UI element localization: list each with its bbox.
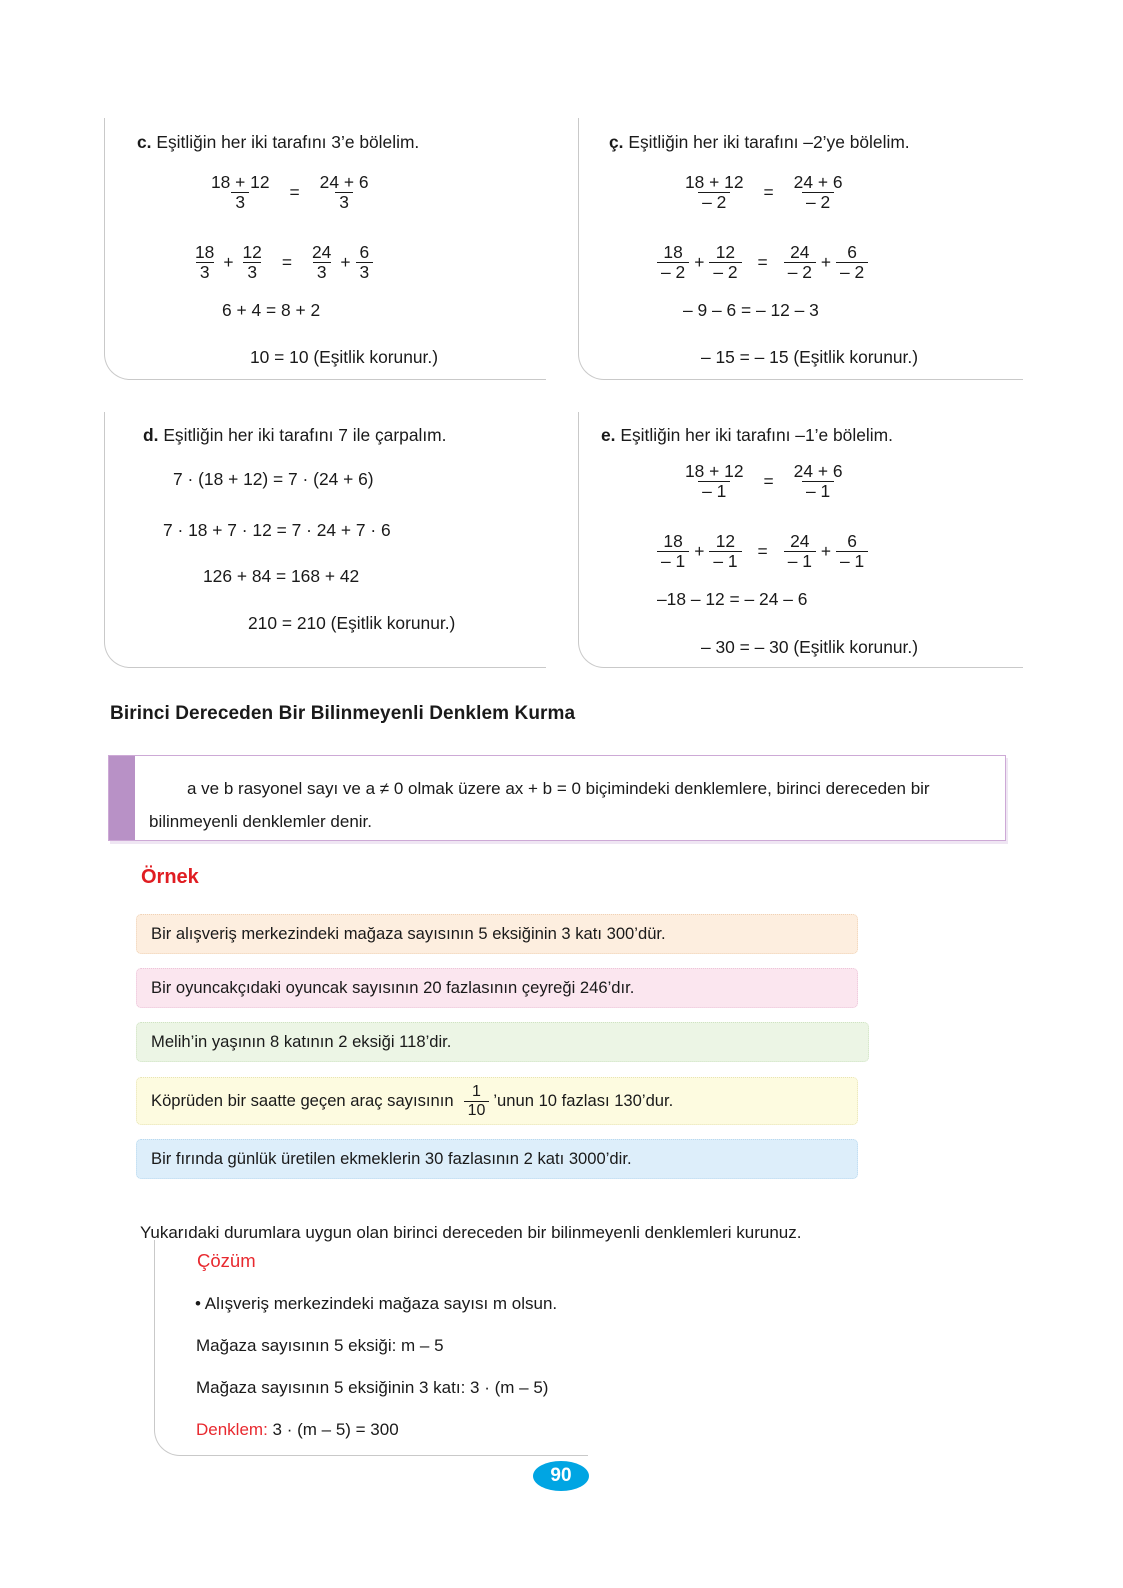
plus-sign: + <box>820 252 832 273</box>
panel-c-title-text: Eşitliğin her iki tarafını 3’e bölelim. <box>156 132 420 152</box>
fraction: $\frac{24}{3}$ <box>312 242 332 283</box>
example-panel-e <box>578 412 1023 668</box>
panel-d-title-text: Eşitliğin her iki tarafını 7 ile çarpalım. <box>163 425 447 445</box>
plus-sign: + <box>340 252 351 273</box>
statement-text: Köprüden bir saatte geçen araç sayısının <box>151 1091 454 1110</box>
fraction: $\frac{6}{- 1}$ <box>836 532 868 572</box>
solution-line-1: • Alışveriş merkezindeki mağaza sayısı m olsun. <box>195 1294 558 1313</box>
panel-c-cedilla-line-4: – 15 = – 15 (Eşitlik korunur.) <box>701 347 919 367</box>
equals-sign: = <box>289 182 300 203</box>
panel-c-label: c. <box>137 132 152 152</box>
panel-c-cedilla-line-1 <box>679 173 849 213</box>
page-number-badge: 90 <box>533 1461 589 1491</box>
solution-equation-label: Denklem: <box>196 1420 268 1439</box>
statement-box-2 <box>136 968 858 1008</box>
fraction: $\frac{18}{- 2}$ <box>657 243 689 283</box>
fraction: $\frac{18}{3}$ <box>195 242 215 283</box>
statement-box-1 <box>136 914 858 954</box>
plus-sign: + <box>820 541 832 562</box>
fraction: $\frac{18 + 12}{- 1}$ <box>685 461 744 502</box>
panel-c-line-1 <box>205 173 375 213</box>
solution-line-3: Mağaza sayısının 5 eksiğinin 3 katı: 3 · (m – 5) <box>196 1378 549 1397</box>
panel-d-line-2: 7 · 18 + 7 · 12 = 7 · 24 + 7 · 6 <box>163 520 391 540</box>
panel-c-cedilla-title <box>609 132 910 154</box>
fraction: $\frac{24 + 6}{3}$ <box>319 172 369 213</box>
panel-c-cedilla-line-3: – 9 – 6 = – 12 – 3 <box>683 300 819 320</box>
plus-sign: + <box>223 252 234 273</box>
fraction: $\frac{12}{- 2}$ <box>709 243 741 283</box>
fraction: $\frac{18 + 12}{- 2}$ <box>685 172 744 213</box>
definition-accent-bar <box>109 756 135 840</box>
statement-box-4 <box>136 1077 858 1125</box>
fraction: $\frac{6}{- 2}$ <box>836 243 868 283</box>
panel-e-title <box>601 425 893 447</box>
fraction: $\frac{12}{3}$ <box>242 242 262 283</box>
panel-c-line-3: 6 + 4 = 8 + 2 <box>222 300 321 320</box>
example-panel-c-cedilla <box>578 118 1023 380</box>
definition-text: a ve b rasyonel sayı ve a ≠ 0 olmak üzere ax + b = 0 biçimindeki denklemlere, birinci dereceden bir bilinmeyenli denklemler denir. <box>149 779 930 832</box>
statement-box-5 <box>136 1139 858 1179</box>
equals-sign: = <box>757 541 768 562</box>
panel-e-line-4: – 30 = – 30 (Eşitlik korunur.) <box>701 637 919 657</box>
panel-d-line-3: 126 + 84 = 168 + 42 <box>203 566 360 586</box>
plus-sign: + <box>694 252 705 273</box>
fraction: $\frac{18 + 12}{3}$ <box>211 172 270 213</box>
fraction: $\frac{18}{- 1}$ <box>657 532 689 572</box>
panel-d-title <box>143 425 447 447</box>
fraction: $\frac{12}{- 1}$ <box>709 532 741 572</box>
panel-d-label: d. <box>143 425 159 445</box>
panel-e-line-2 <box>655 532 870 572</box>
solution-title: Çözüm <box>197 1250 256 1271</box>
section-heading: Birinci Dereceden Bir Bilinmeyenli Denklem Kurma <box>110 703 576 724</box>
statement-box-3 <box>136 1022 869 1062</box>
statement-text-after: ’unun 10 fazlası 130’dur. <box>493 1091 674 1110</box>
panel-e-line-3: –18 – 12 = – 24 – 6 <box>657 589 808 609</box>
solution-equation-value: 3 · (m – 5) = 300 <box>267 1420 399 1439</box>
statement-text: Bir alışveriş merkezindeki mağaza sayısının 5 eksiğinin 3 katı 300’dür. <box>151 924 666 943</box>
fraction: $\frac{24 + 6}{- 1}$ <box>793 461 843 502</box>
plus-sign: + <box>694 541 705 562</box>
equals-sign: = <box>281 252 292 273</box>
panel-d-line-1: 7 · (18 + 12) = 7 · (24 + 6) <box>173 469 374 489</box>
statement-text: Bir fırında günlük üretilen ekmeklerin 30 fazlasının 2 katı 3000’dir. <box>151 1149 632 1168</box>
example-prompt: Yukarıdaki durumlara uygun olan birinci dereceden bir bilinmeyenli denklemleri kurunuz. <box>140 1223 802 1242</box>
panel-c-cedilla-title-text: Eşitliğin her iki tarafını –2’ye bölelim. <box>628 132 910 152</box>
panel-c-cedilla-label: ç. <box>609 132 624 152</box>
statement-text: Bir oyuncakçıdaki oyuncak sayısının 20 fazlasının çeyreği 246’dır. <box>151 978 635 997</box>
fraction: $\frac{24}{- 2}$ <box>784 243 816 283</box>
panel-c-line-2 <box>189 243 375 283</box>
panel-e-title-text: Eşitliğin her iki tarafını –1’e bölelim. <box>620 425 893 445</box>
panel-e-line-1 <box>679 462 849 502</box>
panel-c-line-4: 10 = 10 (Eşitlik korunur.) <box>250 347 439 367</box>
fraction: $\frac{24 + 6}{- 2}$ <box>793 172 843 213</box>
panel-c-title <box>137 132 419 154</box>
example-panel-c <box>104 118 546 380</box>
panel-c-cedilla-line-2 <box>655 243 870 283</box>
equals-sign: = <box>763 471 774 492</box>
equals-sign: = <box>757 252 768 273</box>
fraction: $\frac{24}{- 1}$ <box>784 532 816 572</box>
example-panel-d <box>104 412 546 668</box>
fraction: $\frac{1}{10}$ <box>464 1083 490 1120</box>
solution-line-2: Mağaza sayısının 5 eksiği: m – 5 <box>196 1336 444 1355</box>
example-heading: Örnek <box>141 866 199 888</box>
equals-sign: = <box>763 182 774 203</box>
panel-e-label: e. <box>601 425 616 445</box>
solution-equation <box>196 1420 399 1440</box>
statement-text: Melih’in yaşının 8 katının 2 eksiği 118’dir. <box>151 1032 452 1051</box>
panel-d-line-4: 210 = 210 (Eşitlik korunur.) <box>248 613 456 633</box>
definition-box <box>108 755 1006 841</box>
fraction: $\frac{6}{3}$ <box>356 243 374 283</box>
